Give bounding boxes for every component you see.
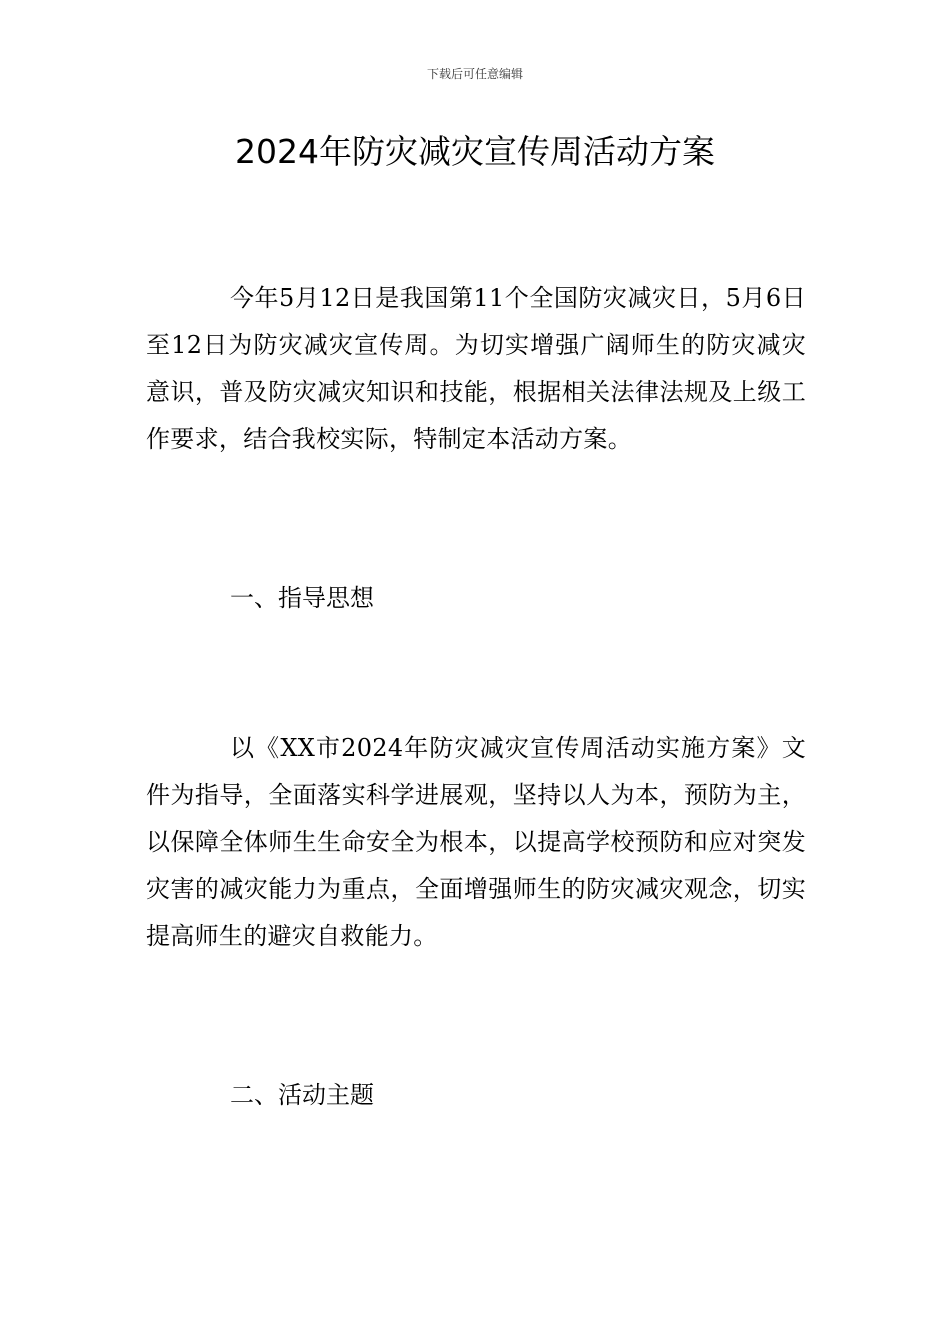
section-heading-activity-theme: 二、活动主题 (230, 1081, 374, 1109)
section-heading-guiding-ideology: 一、指导思想 (230, 584, 374, 612)
section-body-guiding-ideology: 以《XX市2024年防灾减灾宣传周活动实施方案》文件为指导，全面落实科学进展观，坚持以人为本，预防为主，以保障全体师生生命安全为根本，以提高学校预防和应对突发灾害的减灾能力为重点，全面增强师生的防灾减灾观念，切实提高师生的避灾自救能力。 (146, 734, 806, 950)
document-title: 2024年防灾减灾宣传周活动方案 (235, 132, 715, 171)
page-header-note: 下载后可任意编辑 (426, 67, 523, 81)
intro-paragraph: 今年5月12日是我国第11个全国防灾减灾日，5月6日至12日为防灾减灾宣传周。为切实增强广阔师生的防灾减灾意识，普及防灾减灾知识和技能，根据相关法律法规及上级工作要求，结合我校实际，特制定本活动方案。 (146, 284, 806, 453)
